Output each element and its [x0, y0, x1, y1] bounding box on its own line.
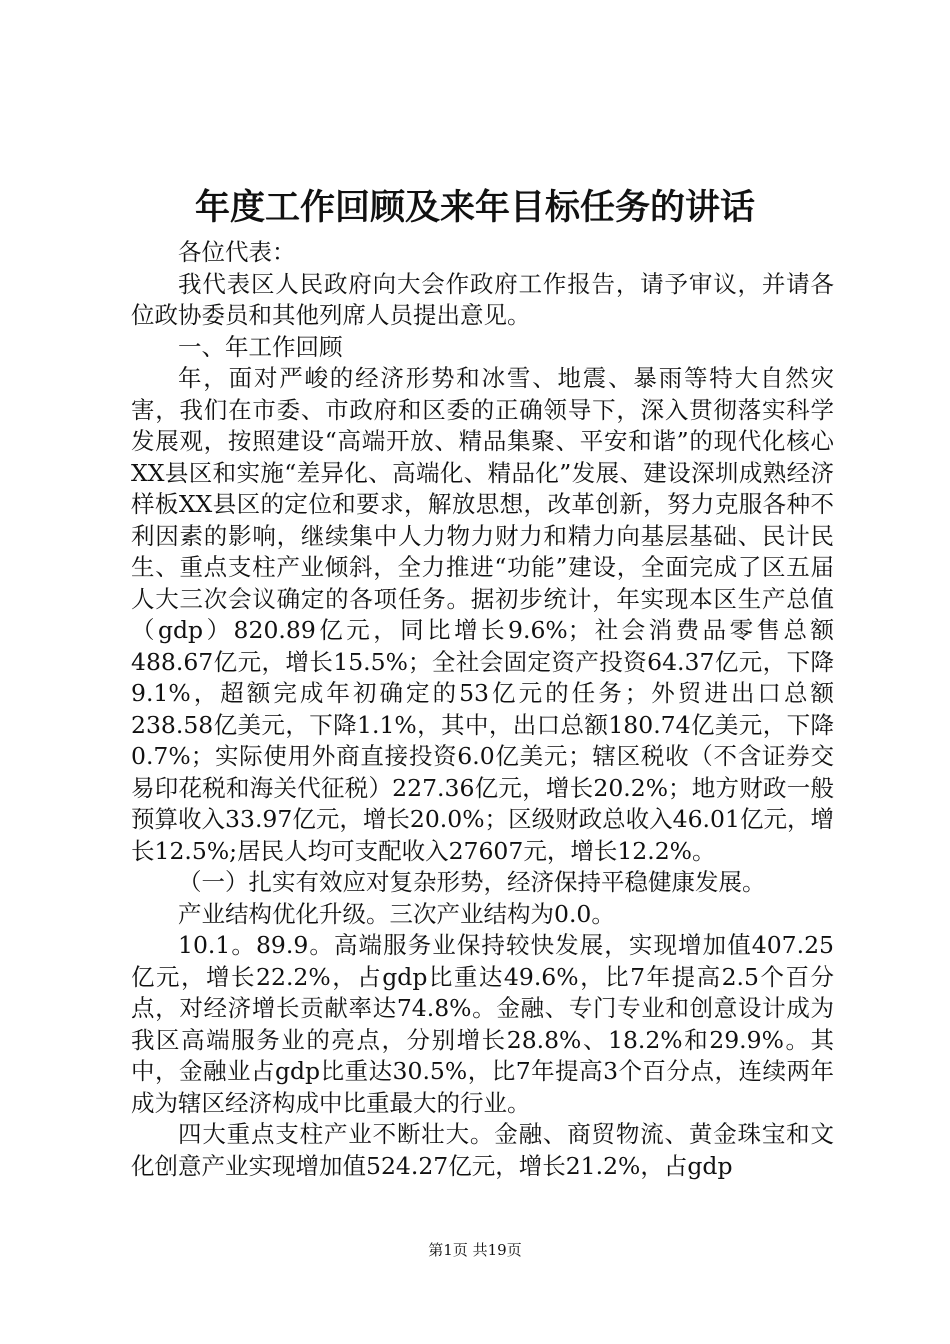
- subsection-heading: （一）扎实有效应对复杂形势，经济保持平稳健康发展。: [178, 868, 766, 896]
- body-paragraph: 产业结构优化升级。三次产业结构为0.0。: [178, 899, 615, 928]
- document-body: [131, 237, 834, 1182]
- body-paragraph: 四大重点支柱产业不断壮大。金融、商贸物流、黄金珠宝和文化创意产业实现增加值524.27亿元，增长21.2%，占gdp: [131, 1120, 834, 1180]
- salutation-paragraph: 各位代表：: [178, 238, 296, 266]
- page-footer: 第1页 共19页: [428, 1241, 522, 1259]
- section-heading: 一、年工作回顾: [178, 332, 343, 361]
- intro-paragraph: 我代表区人民政府向大会作政府工作报告，请予审议，并请各位政协委员和其他列席人员提出意见。: [131, 269, 834, 329]
- summary-paragraph: 年，面对严峻的经济形势和冰雪、地震、暴雨等特大自然灾害，我们在市委、市政府和区委的正确领导下，深入贯彻落实科学发展观，按照建设“高端开放、精品集聚、平安和谐”的现代化核心XX县区和实施“差异化、高端化、精品化”发展、建设深圳成熟经济样板XX县区的定位和要求，解放思想，改革创新，努力克服各种不利因素的影响，继续集中人力物力财力和精力向基层基础、民计民生、重点支柱产业倾斜，全力推进“功能”建设，全面完成了区五届人大三次会议确定的各项任务。据初步统计，年实现本区生产总值（gdp）820.89亿元，同比增长9.6%；社会消费品零售总额488.67亿元，增长15.5%；全社会固定资产投资64.37亿元，下降9.1%，超额完成年初确定的53亿元的任务；外贸进出口总额238.58亿美元，下降1.1%，其中，出口总额180.74亿美元，下降0.7%；实际使用外商直接投资6.0亿美元；辖区税收（不含证券交易印花税和海关代征税）227.36亿元，增长20.2%；地方财政一般预算收入33.97亿元，增长20.0%；区级财政总收入46.01亿元，增长12.5%;居民人均可支配收入27607元，增长12.2%。: [131, 364, 834, 865]
- body-paragraph: 10.1。89.9。高端服务业保持较快发展，实现增加值407.25亿元，增长22.2%，占gdp比重达49.6%，比7年提高2.5个百分点，对经济增长贡献率达74.8%。金融、专门专业和创意设计成为我区高端服务业的亮点，分别增长28.8%、18.2%和29.9%。其中，金融业占gdp比重达30.5%，比7年提高3个百分点，连续两年成为辖区经济构成中比重最大的行业。: [131, 931, 834, 1117]
- document-title: 年度工作回顾及来年目标任务的讲话: [194, 187, 755, 228]
